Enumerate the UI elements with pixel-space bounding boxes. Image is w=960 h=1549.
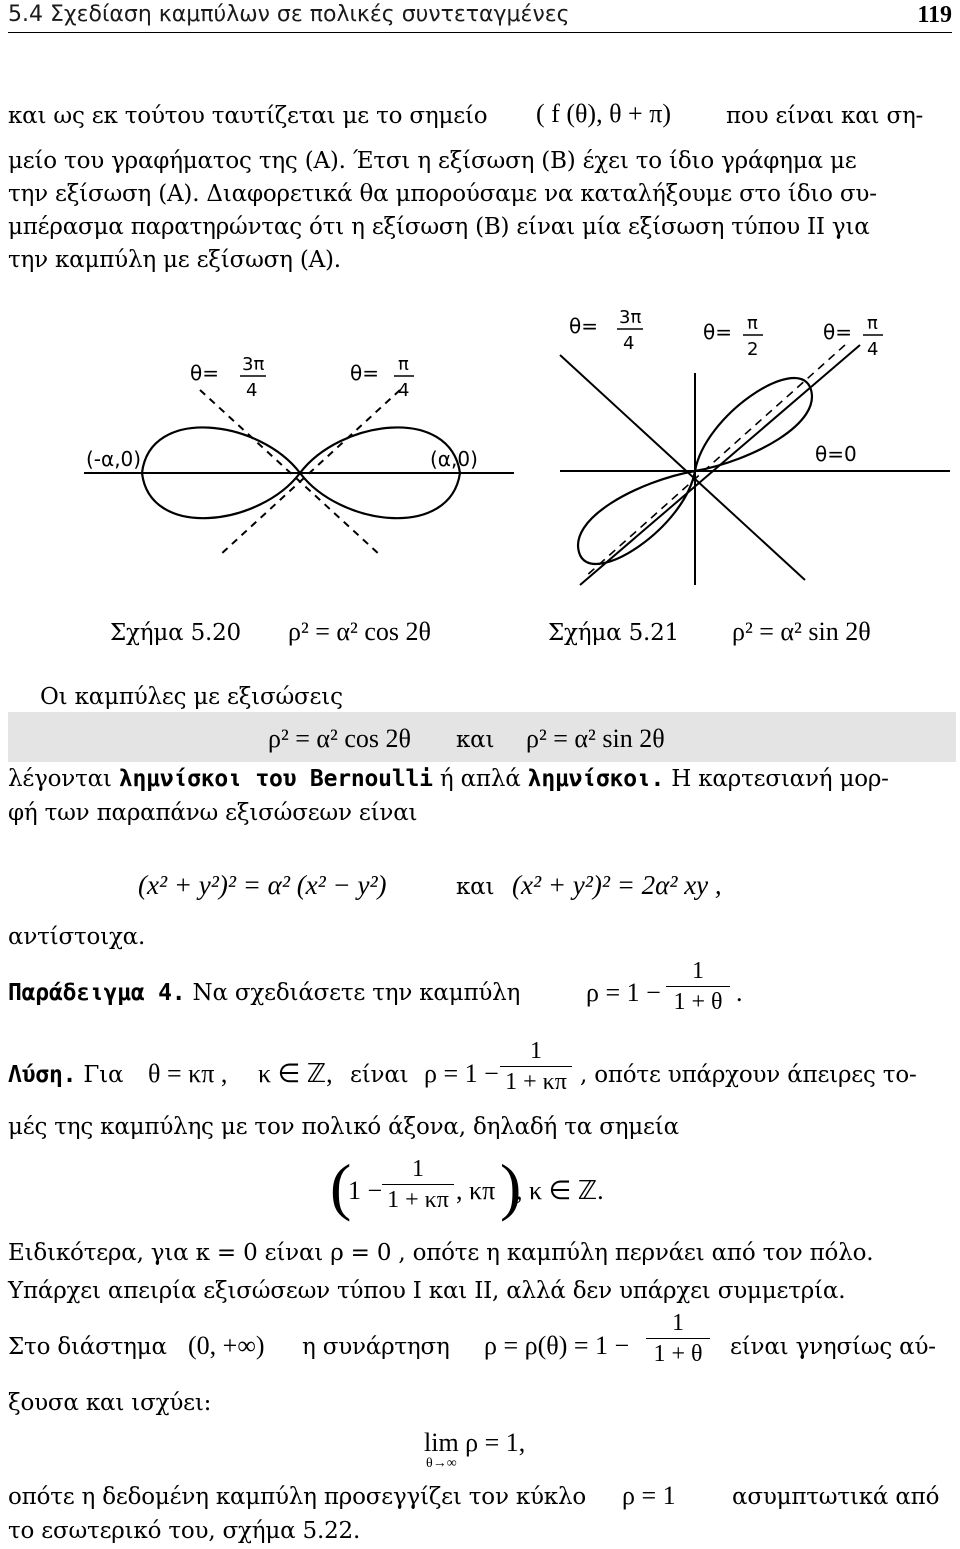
limit-expression: lim ρ = 1, bbox=[424, 1428, 526, 1457]
cartesian-eq2: (x² + y²)² = 2α² xy , bbox=[512, 870, 722, 900]
svg-text:4: 4 bbox=[246, 380, 258, 401]
lemniscate-line2: φή των παραπάνω εξισώσεων είναι bbox=[8, 800, 418, 826]
label-3pi4: θ= bbox=[569, 314, 598, 338]
points-fraction: 1 1 + κπ bbox=[382, 1156, 454, 1213]
svg-text:2: 2 bbox=[747, 339, 759, 360]
caption-fig-5-21-eq: ρ² = α² sin 2θ bbox=[732, 617, 871, 646]
label-3pi4: θ= bbox=[190, 361, 219, 385]
solution-rho-eq: ρ = 1 − bbox=[424, 1059, 499, 1088]
label-left-point: (-α,0) bbox=[86, 447, 142, 471]
example-fraction: 1 1 + θ bbox=[666, 958, 730, 1015]
example-rho-eq: ρ = 1 − bbox=[586, 978, 661, 1007]
term-lemniscate: λημνίσκοι. bbox=[527, 766, 665, 792]
label-theta-0: θ=0 bbox=[815, 442, 857, 466]
solution-line1: Λύση. Για bbox=[8, 1062, 124, 1088]
svg-text:π: π bbox=[747, 313, 758, 334]
diagonal-3pi4-line bbox=[560, 355, 805, 580]
svg-text:4: 4 bbox=[398, 380, 410, 401]
solution-theta-eq: θ = κπ , bbox=[148, 1059, 228, 1088]
figure-lemniscate-sin bbox=[555, 295, 955, 590]
interval-math: (0, +∞) bbox=[188, 1331, 265, 1360]
circle-eq: ρ = 1 bbox=[622, 1481, 676, 1510]
label-pi2: θ= bbox=[703, 320, 732, 344]
svg-text:4: 4 bbox=[623, 333, 635, 354]
caption-fig-5-20: Σχήμα 5.20 bbox=[110, 620, 241, 646]
page-header bbox=[8, 2, 952, 33]
lemniscate-eq2: ρ² = α² sin 2θ bbox=[526, 724, 665, 753]
svg-text:3π: 3π bbox=[619, 307, 642, 328]
svg-text:π: π bbox=[867, 313, 878, 334]
intro-line4: μπέρασμα παρατηρώντας ότι η εξίσωση (B) είναι μία εξίσωση τύπου II για bbox=[8, 214, 870, 240]
section-title: 5.4 Σχεδίαση καμπύλων σε πολικές συντεταγμένες bbox=[8, 2, 570, 27]
intro-line5: την καμπύλη με εξίσωση (A). bbox=[8, 247, 341, 273]
intro-line1b: που είναι και ση- bbox=[726, 103, 924, 129]
page-number: 119 bbox=[917, 2, 952, 28]
cartesian-eq1: (x² + y²)² = α² (x² − y²) bbox=[138, 870, 387, 900]
cartesian-and: και bbox=[456, 874, 495, 900]
caption-fig-5-21: Σχήμα 5.21 bbox=[548, 620, 679, 646]
diagonal-pi4-dashed bbox=[585, 345, 845, 577]
intro-line2: μείο του γραφήματος της (A). Έτσι η εξίσωση (B) έχει το ίδιο γράφημα με bbox=[8, 148, 857, 174]
example-line: Παράδειγμα 4. Να σχεδιάσετε την καμπύλη bbox=[8, 980, 521, 1006]
solution-fraction: 1 1 + κπ bbox=[500, 1038, 572, 1095]
label-pi4: θ= bbox=[823, 320, 852, 344]
svg-text:4: 4 bbox=[867, 339, 879, 360]
respectively: αντίστοιχα. bbox=[8, 924, 146, 950]
svg-text:3π: 3π bbox=[242, 354, 265, 375]
example-label: Παράδειγμα 4. bbox=[8, 980, 186, 1006]
special-case-line: Ειδικότερα, για κ = 0 είναι ρ = 0 , οπότε η καμπύλη περνάει από τον πόλο. bbox=[8, 1240, 874, 1266]
lemniscate-called-line: λέγονται λημνίσκοι του Bernoulli ή απλά λημνίσκοι. Η καρτεσιανή μορ- bbox=[8, 766, 889, 792]
lemniscate-and: και bbox=[456, 727, 495, 753]
svg-text:π: π bbox=[398, 354, 409, 375]
figure-lemniscate-cos bbox=[80, 340, 520, 570]
function-fraction: 1 1 + θ bbox=[646, 1310, 710, 1367]
label-pi4: θ= bbox=[350, 361, 379, 385]
points-one-minus: 1 − bbox=[348, 1176, 383, 1205]
solution-kappa-in: κ ∈ ℤ, bbox=[258, 1059, 333, 1088]
intro-line1-math: ( f (θ), θ + π) bbox=[536, 99, 671, 128]
lemniscate-intro: Οι καμπύλες με εξισώσεις bbox=[40, 684, 343, 710]
function-def: ρ = ρ(θ) = 1 − bbox=[484, 1331, 630, 1360]
infinite-eq-line: Υπάρχει απειρία εξισώσεων τύπου I και II, αλλά δεν υπάρχει συμμετρία. bbox=[8, 1278, 846, 1304]
solution-line2: μές της καμπύλης με τον πολικό άξονα, δηλαδή τα σημεία bbox=[8, 1114, 679, 1140]
intro-line3: την εξίσωση (A). Διαφορετικά θα μπορούσαμε να καταλήξουμε στο ίδιο συ- bbox=[8, 181, 877, 207]
term-bernoulli: λημνίσκοι του Bernoulli bbox=[118, 766, 433, 792]
lemniscate-eq1: ρ² = α² cos 2θ bbox=[268, 724, 411, 753]
limit-subscript: θ→∞ bbox=[426, 1456, 457, 1471]
label-right-point: (α,0) bbox=[430, 447, 478, 471]
caption-fig-5-20-eq: ρ² = α² cos 2θ bbox=[288, 617, 431, 646]
intro-line1a: και ως εκ τούτου ταυτίζεται με το σημείο bbox=[8, 103, 488, 129]
solution-label: Λύση. bbox=[8, 1062, 77, 1088]
